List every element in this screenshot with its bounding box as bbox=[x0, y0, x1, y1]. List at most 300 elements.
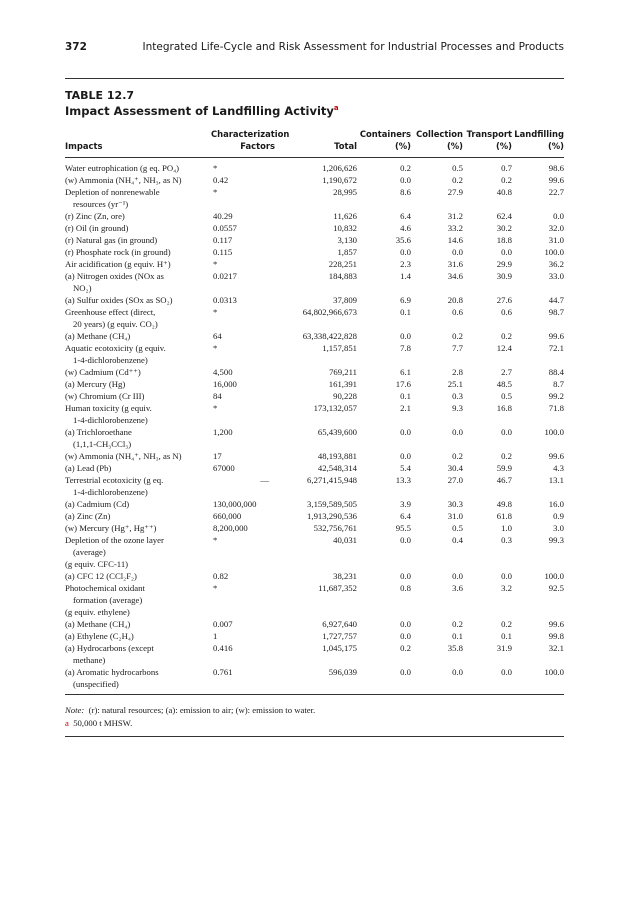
collection-cell: 7.7 bbox=[452, 343, 463, 353]
factor-cell: 0.42 bbox=[213, 175, 229, 185]
factor-cell: * bbox=[213, 583, 218, 593]
total-cell: 1,045,175 bbox=[322, 643, 357, 653]
table-row bbox=[65, 570, 564, 582]
containers-cell: 35.6 bbox=[395, 235, 411, 245]
collection-cell: 0.0 bbox=[452, 247, 463, 257]
impact-cell bbox=[65, 222, 211, 234]
total-cell: 228,251 bbox=[328, 259, 357, 269]
impact-cell bbox=[65, 474, 211, 498]
table-row bbox=[65, 210, 564, 222]
col-transport-line2: (%) bbox=[463, 140, 512, 158]
landfilling-cell: 32.1 bbox=[548, 643, 564, 653]
collection-cell: 25.1 bbox=[447, 379, 463, 389]
factor-cell: * bbox=[213, 403, 218, 413]
impact-name-continued: formation (average) bbox=[73, 595, 143, 605]
impact-cell bbox=[65, 158, 211, 175]
transport-cell: 29.9 bbox=[496, 259, 512, 269]
transport-cell: 3.2 bbox=[501, 583, 512, 593]
impact-cell bbox=[65, 378, 211, 390]
collection-cell: 3.6 bbox=[452, 583, 463, 593]
containers-cell: 95.5 bbox=[395, 523, 411, 533]
landfilling-cell: 71.8 bbox=[548, 403, 564, 413]
factor-cell: * bbox=[213, 307, 218, 317]
collection-cell: 2.8 bbox=[452, 367, 463, 377]
factor-cell: 17 bbox=[213, 451, 222, 461]
table-footnote bbox=[65, 718, 132, 728]
factor-cell: 0.0313 bbox=[213, 295, 237, 305]
impact-name: (w) Cadmium (Cd⁺⁺) bbox=[65, 367, 141, 377]
total-cell: 11,687,352 bbox=[318, 583, 357, 593]
impact-cell bbox=[65, 630, 211, 642]
factor-cell: 64 bbox=[213, 331, 222, 341]
containers-cell: 0.0 bbox=[400, 631, 411, 641]
impact-name: Depletion of nonrenewable bbox=[65, 187, 160, 197]
impact-cell bbox=[65, 306, 211, 330]
footer-rule bbox=[65, 736, 564, 737]
table-row bbox=[65, 258, 564, 270]
impact-cell bbox=[65, 666, 211, 694]
containers-cell: 6.4 bbox=[400, 511, 411, 521]
table-row bbox=[65, 498, 564, 510]
containers-cell: 0.0 bbox=[400, 619, 411, 629]
impact-name: (a) Nitrogen oxides (NOx as bbox=[65, 271, 164, 281]
collection-cell: 0.2 bbox=[452, 175, 463, 185]
transport-cell: 0.2 bbox=[501, 331, 512, 341]
landfilling-cell: 98.7 bbox=[548, 307, 564, 317]
table-row bbox=[65, 174, 564, 186]
collection-cell: 0.3 bbox=[452, 391, 463, 401]
impact-name: Air acidification (g equiv. H⁺) bbox=[65, 259, 171, 269]
transport-cell: 0.0 bbox=[501, 427, 512, 437]
table-row bbox=[65, 642, 564, 666]
containers-cell: 1.4 bbox=[400, 271, 411, 281]
impact-name: Human toxicity (g equiv. bbox=[65, 403, 152, 413]
impact-cell bbox=[65, 246, 211, 258]
table-row bbox=[65, 186, 564, 210]
transport-cell: 61.8 bbox=[496, 511, 512, 521]
table-row bbox=[65, 366, 564, 378]
impact-name: (r) Zinc (Zn, ore) bbox=[65, 211, 125, 221]
total-cell: 769,211 bbox=[329, 367, 357, 377]
footnote-mark: a bbox=[65, 718, 69, 728]
impact-name: (a) Methane (CH₄) bbox=[65, 619, 131, 629]
impact-cell bbox=[65, 390, 211, 402]
containers-cell: 6.1 bbox=[400, 367, 411, 377]
impact-name-continued: 1-4-dichlorobenzene) bbox=[73, 487, 148, 497]
table-row bbox=[65, 630, 564, 642]
table-row bbox=[65, 462, 564, 474]
containers-cell: 0.1 bbox=[400, 391, 411, 401]
transport-cell: 1.0 bbox=[501, 523, 512, 533]
factor-cell: 0.416 bbox=[213, 643, 233, 653]
table-row bbox=[65, 558, 564, 570]
landfilling-cell: 44.7 bbox=[548, 295, 564, 305]
table-title-text: Impact Assessment of Landfilling Activity bbox=[65, 104, 334, 118]
impact-cell bbox=[65, 570, 211, 582]
impact-name: (r) Natural gas (in ground) bbox=[65, 235, 158, 245]
containers-cell: 0.0 bbox=[400, 331, 411, 341]
transport-cell: 59.9 bbox=[496, 463, 512, 473]
total-cell: 3,159,589,505 bbox=[307, 499, 357, 509]
containers-cell: 7.8 bbox=[400, 343, 411, 353]
collection-cell bbox=[411, 606, 463, 618]
factor-cell: * bbox=[213, 163, 218, 173]
impact-cell bbox=[65, 498, 211, 510]
containers-cell: 8.6 bbox=[400, 187, 411, 197]
containers-cell: 0.1 bbox=[400, 307, 411, 317]
landfilling-cell: 100.0 bbox=[544, 571, 564, 581]
impact-name: Aquatic ecotoxicity (g equiv. bbox=[65, 343, 166, 353]
transport-cell bbox=[463, 606, 512, 618]
factor-cell: 0.761 bbox=[213, 667, 233, 677]
table-row bbox=[65, 270, 564, 294]
transport-cell: 0.7 bbox=[501, 163, 512, 173]
transport-cell: 0.0 bbox=[501, 667, 512, 677]
col-containers-line1: Containers bbox=[359, 129, 411, 139]
impact-cell bbox=[65, 510, 211, 522]
collection-cell: 0.5 bbox=[452, 523, 463, 533]
total-cell bbox=[275, 606, 357, 618]
impact-name: (w) Ammonia (NH₄⁺, NH₃, as N) bbox=[65, 451, 182, 461]
landfilling-cell: 4.3 bbox=[553, 463, 564, 473]
total-cell: 63,338,422,828 bbox=[302, 331, 357, 341]
transport-cell: 30.9 bbox=[496, 271, 512, 281]
impact-cell bbox=[65, 294, 211, 306]
total-cell: 6,271,415,948 bbox=[307, 475, 357, 485]
collection-cell: 0.5 bbox=[452, 163, 463, 173]
total-cell: 184,883 bbox=[328, 271, 357, 281]
impact-name-continued: 1-4-dichlorobenzene) bbox=[73, 415, 148, 425]
factor-cell: 16,000 bbox=[213, 379, 237, 389]
impact-name: (a) Zinc (Zn) bbox=[65, 511, 111, 521]
table-row bbox=[65, 246, 564, 258]
collection-cell: 0.0 bbox=[452, 667, 463, 677]
table-note bbox=[65, 705, 315, 715]
impact-name: (a) Trichloroethane bbox=[65, 427, 132, 437]
collection-cell: 14.6 bbox=[447, 235, 463, 245]
impact-name: (g equiv. CFC-11) bbox=[65, 559, 129, 569]
table-row bbox=[65, 666, 564, 694]
impact-cell bbox=[65, 366, 211, 378]
table-row bbox=[65, 330, 564, 342]
col-transport-line1: Transport bbox=[466, 129, 512, 139]
impact-name: (w) Chromium (Cr III) bbox=[65, 391, 145, 401]
factor-cell: * bbox=[213, 259, 218, 269]
containers-cell: 0.0 bbox=[400, 667, 411, 677]
impact-table bbox=[65, 128, 564, 694]
containers-cell: 0.0 bbox=[400, 571, 411, 581]
landfilling-cell: 0.9 bbox=[553, 511, 564, 521]
landfilling-cell: 99.6 bbox=[548, 451, 564, 461]
impact-cell bbox=[65, 186, 211, 210]
collection-cell: 20.8 bbox=[447, 295, 463, 305]
factor-cell: 8,200,000 bbox=[213, 523, 248, 533]
total-cell: 596,039 bbox=[328, 667, 357, 677]
total-cell: 173,132,057 bbox=[313, 403, 357, 413]
col-factors-line1: Characterization bbox=[211, 129, 290, 139]
impact-name: Water eutrophication (g eq. PO₄) bbox=[65, 163, 180, 173]
impact-cell bbox=[65, 234, 211, 246]
impact-name-continued: (unspecified) bbox=[73, 679, 119, 689]
transport-cell: 0.0 bbox=[501, 247, 512, 257]
impact-name: (r) Phosphate rock (in ground) bbox=[65, 247, 171, 257]
page-number: 372 bbox=[65, 41, 87, 53]
collection-cell: 31.6 bbox=[447, 259, 463, 269]
containers-cell bbox=[357, 606, 411, 618]
impact-name: (a) Hydrocarbons (except bbox=[65, 643, 154, 653]
transport-cell: 0.5 bbox=[501, 391, 512, 401]
containers-cell: 13.3 bbox=[395, 475, 411, 485]
total-cell: 48,193,881 bbox=[317, 451, 357, 461]
landfilling-cell: 0.0 bbox=[553, 211, 564, 221]
factor-cell: 1 bbox=[213, 631, 218, 641]
landfilling-cell: 33.0 bbox=[548, 271, 564, 281]
containers-cell: 0.0 bbox=[400, 175, 411, 185]
factor-cell: 4,500 bbox=[213, 367, 233, 377]
total-cell: 1,727,757 bbox=[322, 631, 357, 641]
containers-cell: 6.4 bbox=[400, 211, 411, 221]
collection-cell: 31.2 bbox=[447, 211, 463, 221]
col-landfilling-line1: Landfilling bbox=[514, 129, 564, 139]
total-cell: 40,031 bbox=[333, 535, 357, 545]
transport-cell: 62.4 bbox=[496, 211, 512, 221]
impact-cell bbox=[65, 534, 211, 558]
footnote-text: 50,000 t MHSW. bbox=[73, 718, 133, 728]
header-row-2 bbox=[65, 140, 564, 158]
factor-cell: * bbox=[213, 535, 218, 545]
containers-cell: 6.9 bbox=[400, 295, 411, 305]
landfilling-cell: 100.0 bbox=[544, 247, 564, 257]
table-row bbox=[65, 426, 564, 450]
containers-cell: 3.9 bbox=[400, 499, 411, 509]
impact-name: (a) Lead (Pb) bbox=[65, 463, 112, 473]
landfilling-cell: 99.6 bbox=[548, 619, 564, 629]
impact-cell bbox=[65, 642, 211, 666]
impact-cell bbox=[65, 402, 211, 426]
collection-cell bbox=[411, 558, 463, 570]
landfilling-cell: 8.7 bbox=[553, 379, 564, 389]
header-row-1 bbox=[65, 128, 564, 140]
impact-name-continued: 1-4-dichlorobenzene) bbox=[73, 355, 148, 365]
impact-cell bbox=[65, 582, 211, 606]
landfilling-cell: 22.7 bbox=[548, 187, 564, 197]
impact-name: (a) Ethylene (C₂H₄) bbox=[65, 631, 134, 641]
collection-cell: 0.0 bbox=[452, 571, 463, 581]
collection-cell: 0.6 bbox=[452, 307, 463, 317]
containers-cell: 2.1 bbox=[400, 403, 411, 413]
transport-cell: 0.6 bbox=[501, 307, 512, 317]
factor-cell: — bbox=[260, 475, 269, 485]
impact-name-continued: resources (yr⁻¹) bbox=[73, 199, 129, 209]
total-cell: 37,809 bbox=[333, 295, 357, 305]
landfilling-cell bbox=[512, 558, 564, 570]
landfilling-cell: 72.1 bbox=[548, 343, 564, 353]
total-cell: 64,802,966,673 bbox=[302, 307, 357, 317]
factor-cell: 130,000,000 bbox=[213, 499, 257, 509]
landfilling-cell: 16.0 bbox=[548, 499, 564, 509]
containers-cell: 0.0 bbox=[400, 247, 411, 257]
collection-cell: 27.9 bbox=[447, 187, 463, 197]
table-row bbox=[65, 510, 564, 522]
collection-cell: 0.1 bbox=[452, 631, 463, 641]
impact-cell bbox=[65, 426, 211, 450]
landfilling-cell: 88.4 bbox=[548, 367, 564, 377]
transport-cell bbox=[463, 558, 512, 570]
factor-cell: 0.0557 bbox=[213, 223, 237, 233]
total-cell: 1,190,672 bbox=[322, 175, 357, 185]
factor-cell: 660,000 bbox=[213, 511, 242, 521]
impact-name: (a) CFC 12 (CCl₂F₂) bbox=[65, 571, 137, 581]
factor-cell: 84 bbox=[213, 391, 222, 401]
collection-cell: 30.3 bbox=[447, 499, 463, 509]
col-collection-line1: Collection bbox=[416, 129, 463, 139]
collection-cell: 35.8 bbox=[447, 643, 463, 653]
containers-cell: 0.8 bbox=[400, 583, 411, 593]
impact-name-continued: methane) bbox=[73, 655, 106, 665]
table-row bbox=[65, 534, 564, 558]
containers-cell: 0.2 bbox=[400, 163, 411, 173]
impact-name: (w) Ammonia (NH₄⁺, NH₃, as N) bbox=[65, 175, 182, 185]
containers-cell bbox=[357, 558, 411, 570]
factor-cell bbox=[211, 558, 275, 570]
transport-cell: 30.2 bbox=[496, 223, 512, 233]
impact-name-continued: 20 years) (g equiv. CO₂) bbox=[73, 319, 158, 329]
total-cell: 1,157,851 bbox=[322, 343, 357, 353]
table-row bbox=[65, 474, 564, 498]
impact-name-continued: (1,1,1-CH₃CCl₃) bbox=[73, 439, 132, 449]
table-row bbox=[65, 618, 564, 630]
factor-cell: 40.29 bbox=[213, 211, 233, 221]
impact-name: Photochemical oxidant bbox=[65, 583, 145, 593]
landfilling-cell: 99.3 bbox=[548, 535, 564, 545]
landfilling-cell: 92.5 bbox=[548, 583, 564, 593]
collection-cell: 30.4 bbox=[447, 463, 463, 473]
table-title bbox=[65, 104, 339, 118]
transport-cell: 0.0 bbox=[501, 571, 512, 581]
col-containers-line2: (%) bbox=[357, 140, 411, 158]
factor-cell: * bbox=[213, 187, 218, 197]
table-row bbox=[65, 402, 564, 426]
col-landfilling-line2: (%) bbox=[512, 140, 564, 158]
impact-name: Terrestrial ecotoxicity (g eq. bbox=[65, 475, 164, 485]
containers-cell: 17.6 bbox=[395, 379, 411, 389]
impact-name: (r) Oil (in ground) bbox=[65, 223, 129, 233]
containers-cell: 0.0 bbox=[400, 451, 411, 461]
landfilling-cell: 99.8 bbox=[548, 631, 564, 641]
total-cell: 38,231 bbox=[333, 571, 357, 581]
table-bottom-rule bbox=[65, 694, 564, 695]
table-row bbox=[65, 342, 564, 366]
impact-cell bbox=[65, 618, 211, 630]
containers-cell: 0.2 bbox=[400, 643, 411, 653]
factor-cell bbox=[211, 606, 275, 618]
containers-cell: 0.0 bbox=[400, 535, 411, 545]
transport-cell: 0.2 bbox=[501, 619, 512, 629]
total-cell: 90,228 bbox=[333, 391, 357, 401]
table-body bbox=[65, 158, 564, 695]
collection-cell: 0.2 bbox=[452, 619, 463, 629]
transport-cell: 16.8 bbox=[496, 403, 512, 413]
landfilling-cell: 32.0 bbox=[548, 223, 564, 233]
factor-cell: * bbox=[213, 343, 218, 353]
impact-cell bbox=[65, 462, 211, 474]
table-row bbox=[65, 606, 564, 618]
transport-cell: 12.4 bbox=[496, 343, 512, 353]
landfilling-cell: 36.2 bbox=[548, 259, 564, 269]
table-row bbox=[65, 390, 564, 402]
table-label: TABLE 12.7 bbox=[65, 89, 135, 102]
table-row bbox=[65, 582, 564, 606]
col-factors-line2: Factors bbox=[211, 140, 275, 158]
table-row bbox=[65, 234, 564, 246]
landfilling-cell: 3.0 bbox=[553, 523, 564, 533]
table-row bbox=[65, 378, 564, 390]
collection-cell: 0.2 bbox=[452, 331, 463, 341]
total-cell: 1,857 bbox=[337, 247, 357, 257]
total-cell: 161,391 bbox=[328, 379, 357, 389]
transport-cell: 2.7 bbox=[501, 367, 512, 377]
collection-cell: 0.4 bbox=[452, 535, 463, 545]
transport-cell: 0.2 bbox=[501, 451, 512, 461]
total-cell bbox=[275, 558, 357, 570]
landfilling-cell: 98.6 bbox=[548, 163, 564, 173]
containers-cell: 4.6 bbox=[400, 223, 411, 233]
total-cell: 6,927,640 bbox=[322, 619, 357, 629]
factor-cell: 67000 bbox=[213, 463, 235, 473]
collection-cell: 33.2 bbox=[447, 223, 463, 233]
factor-cell: 0.115 bbox=[213, 247, 233, 257]
landfilling-cell: 31.0 bbox=[548, 235, 564, 245]
transport-cell: 49.8 bbox=[496, 499, 512, 509]
landfilling-cell: 100.0 bbox=[544, 427, 564, 437]
table-row bbox=[65, 294, 564, 306]
transport-cell: 40.8 bbox=[496, 187, 512, 197]
impact-name: (a) Cadmium (Cd) bbox=[65, 499, 130, 509]
impact-name: (a) Aromatic hydrocarbons bbox=[65, 667, 159, 677]
impact-cell bbox=[65, 342, 211, 366]
collection-cell: 0.0 bbox=[452, 427, 463, 437]
transport-cell: 18.8 bbox=[496, 235, 512, 245]
total-cell: 532,756,761 bbox=[313, 523, 357, 533]
title-footnote-mark: a bbox=[333, 104, 339, 113]
transport-cell: 0.1 bbox=[501, 631, 512, 641]
collection-cell: 0.2 bbox=[452, 451, 463, 461]
impact-cell bbox=[65, 522, 211, 534]
impact-cell bbox=[65, 210, 211, 222]
transport-cell: 0.2 bbox=[501, 175, 512, 185]
landfilling-cell bbox=[512, 606, 564, 618]
impact-name: (w) Mercury (Hg⁺, Hg⁺⁺) bbox=[65, 523, 157, 533]
table-row bbox=[65, 222, 564, 234]
table-row bbox=[65, 158, 564, 175]
note-text: (r): natural resources; (a): emission to air; (w): emission to water. bbox=[88, 705, 316, 715]
factor-cell: 0.82 bbox=[213, 571, 229, 581]
total-cell: 3,130 bbox=[337, 235, 357, 245]
containers-cell: 5.4 bbox=[400, 463, 411, 473]
total-cell: 10,832 bbox=[333, 223, 357, 233]
collection-cell: 34.6 bbox=[447, 271, 463, 281]
impact-cell bbox=[65, 606, 211, 618]
landfilling-cell: 99.2 bbox=[548, 391, 564, 401]
transport-cell: 0.3 bbox=[501, 535, 512, 545]
factor-cell: 0.007 bbox=[213, 619, 233, 629]
impact-name: (a) Methane (CH₄) bbox=[65, 331, 131, 341]
impact-cell bbox=[65, 558, 211, 570]
total-cell: 11,626 bbox=[333, 211, 357, 221]
collection-cell: 31.0 bbox=[447, 511, 463, 521]
impact-cell bbox=[65, 174, 211, 186]
impact-name: (a) Sulfur oxides (SOx as SO₂) bbox=[65, 295, 173, 305]
